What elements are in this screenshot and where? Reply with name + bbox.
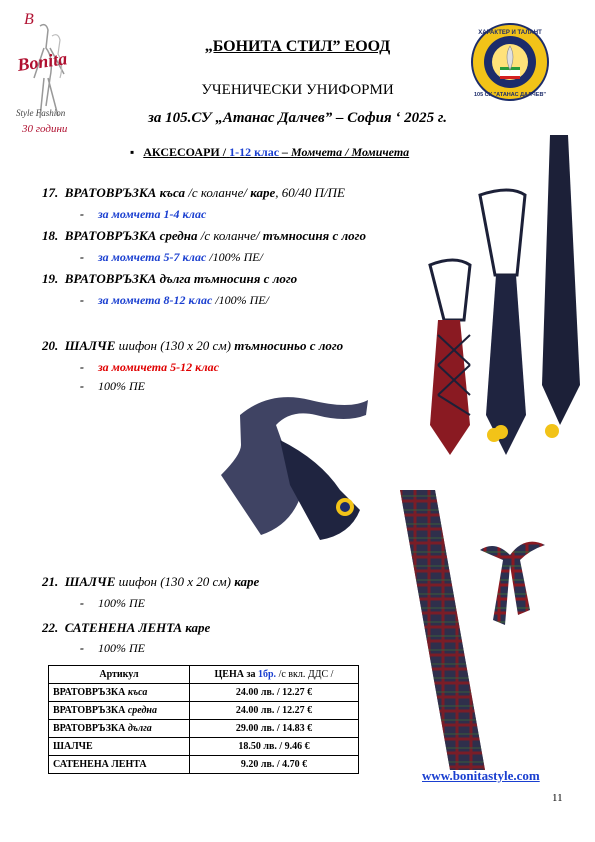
item-20-sub-2: - 100% ПЕ (80, 379, 145, 393)
school-title: за 105.СУ „Атанас Далчев” – София ‘ 2025 г. (148, 110, 447, 126)
svg-text:ХАРАКТЕР И ТАЛАНТ: ХАРАКТЕР И ТАЛАНТ (478, 30, 542, 36)
item-21: 21. ШАЛЧЕ шифон (130 х 20 см) каре (42, 574, 260, 589)
price-table (48, 665, 359, 774)
item-19: 19. ВРАТОВРЪЗКА дълга тъмносиня с лого (42, 271, 298, 286)
item-22-sub: - 100% ПЕ (80, 641, 145, 655)
item-18-sub: - за момчета 5-7 клас /100% ПЕ/ (80, 250, 263, 264)
table-row: ВРАТОВРЪЗКА средна 24.00 лв. / 12.27 € (49, 702, 359, 720)
item-20: 20. ШАЛЧЕ шифон (130 х 20 см) тъмносиньо с лого (42, 338, 344, 353)
svg-text:Bonita: Bonita (15, 48, 69, 76)
bullet-icon: ▪ (130, 145, 135, 159)
ties-image (420, 135, 585, 465)
item-20-sub-1: - за момичета 5-12 клас (80, 360, 219, 374)
svg-text:Style Fashion: Style Fashion (16, 108, 66, 118)
table-row: ШАЛЧЕ 18.50 лв. / 9.46 € (49, 738, 359, 756)
company-name: „БОНИТА СТИЛ” ЕООД (204, 38, 391, 55)
section-heading (130, 145, 409, 160)
table-row: ВРАТОВРЪЗКА дълга 29.00 лв. / 14.83 € (49, 720, 359, 738)
item-21-sub: - 100% ПЕ (80, 596, 145, 610)
svg-text:30 години: 30 години (22, 123, 68, 135)
plaid-items-image (380, 480, 580, 780)
table-header-price: ЦЕНА за 1бр. /с вкл. ДДС / (190, 666, 359, 684)
website-link[interactable]: www.bonitastyle.com (422, 768, 540, 783)
item-17: 17. ВРАТОВРЪЗКА къса /с коланче/ каре, 60/40 П/ПЕ (42, 185, 345, 200)
table-row: ВРАТОВРЪЗКА къса 24.00 лв. / 12.27 € (49, 684, 359, 702)
table-header-row (49, 666, 359, 684)
svg-text:105 СУ "АТАНАС ДАЛЧЕВ": 105 СУ "АТАНАС ДАЛЧЕВ" (473, 92, 547, 98)
table-row: САТЕНЕНА ЛЕНТА 9.20 лв. / 4.70 € (49, 756, 359, 774)
table-header-article: Артикул (49, 666, 190, 684)
item-19-sub: - за момчета 8-12 клас /100% ПЕ/ (80, 293, 269, 307)
item-17-sub: - за момчета 1-4 клас (80, 207, 207, 221)
document-subtitle: УЧЕНИЧЕСКИ УНИФОРМИ (201, 82, 394, 98)
item-18: 18. ВРАТОВРЪЗКА средна /с коланче/ тъмносиня с лого (42, 228, 366, 243)
svg-text:B: B (24, 11, 34, 28)
section-audience: – Момчета / Момичета (279, 145, 410, 159)
section-title: АКСЕСОАРИ / (143, 145, 227, 159)
page-number: 11 (552, 792, 563, 804)
section-grades: 1-12 клас (229, 145, 280, 159)
item-22: 22. САТЕНЕНА ЛЕНТА каре (42, 620, 211, 635)
navy-scarf-image (200, 385, 370, 545)
